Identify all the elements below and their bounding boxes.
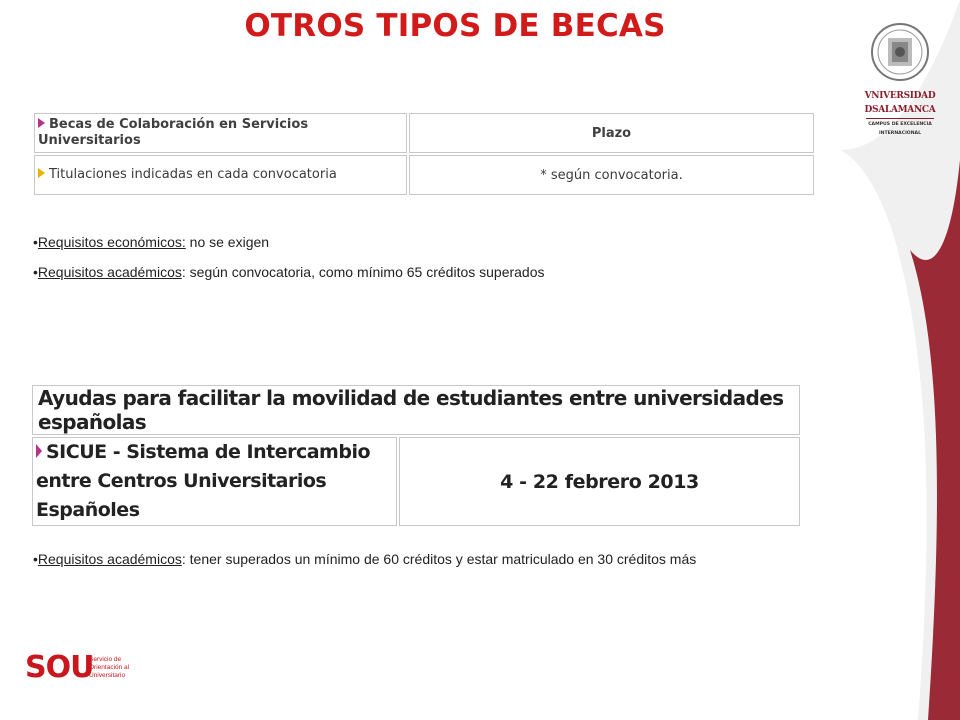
triangle-bullet-icon (38, 168, 45, 178)
university-logo (860, 22, 940, 152)
table-row (32, 385, 800, 435)
sou-text (89, 656, 129, 680)
sou-line2: Orientación al (89, 664, 130, 671)
sou-line1: Servicio de (89, 656, 122, 663)
table-row (34, 155, 814, 195)
university-name-line2: DSALAMANCA (864, 105, 936, 115)
table-cell (32, 437, 397, 526)
mobility-table (30, 383, 802, 528)
sicue-dates: 4 - 22 febrero 2013 (399, 437, 800, 526)
requirement-economic (33, 234, 269, 250)
sou-line3: Universitario (89, 672, 126, 679)
campus-line1: CAMPUS DE EXCELENCIA (868, 122, 932, 127)
requirement-label: Requisitos académicos (37, 264, 182, 280)
logo-divider (866, 118, 934, 119)
requirement-label: Requisitos académicos (37, 551, 182, 567)
requirement-academic (33, 264, 545, 280)
bullet: • (33, 234, 38, 250)
table-row (32, 437, 800, 526)
requirement-text: : según convocatoria, como mínimo 65 créditos superados (181, 264, 545, 280)
requirement-text: : tener superados un mínimo de 60 créditos y estar matriculado en 30 créditos más (181, 551, 697, 567)
table-cell (34, 155, 407, 195)
plazo-value: * según convocatoria. (409, 155, 814, 195)
requirement-sicue (33, 551, 696, 567)
table-row (34, 113, 814, 153)
scholarship-name: Becas de Colaboración en Servicios Universitarios (38, 117, 309, 148)
page-title: OTROS TIPOS DE BECAS (244, 8, 666, 44)
mobility-header: Ayudas para facilitar la movilidad de estudiantes entre universidades españolas (32, 385, 800, 435)
bullet: • (33, 551, 38, 567)
table-cell (34, 113, 407, 153)
university-seal-icon (870, 22, 930, 82)
sou-letters: SOU (25, 650, 94, 685)
triangle-bullet-icon (36, 444, 42, 458)
sou-logo (25, 648, 185, 688)
scholarship-table (32, 111, 816, 197)
triangle-bullet-icon (38, 118, 45, 128)
bullet: • (33, 264, 38, 280)
requirement-text: no se exigen (185, 234, 270, 250)
degrees-text: Titulaciones indicadas en cada convocatoria (49, 167, 337, 182)
requirement-label: Requisitos económicos: (37, 234, 186, 250)
sicue-program: SICUE - Sistema de Intercambio entre Centros Universitarios Españoles (36, 441, 371, 521)
university-name-line1: VNIVERSIDAD (864, 91, 936, 101)
campus-line2: INTERNACIONAL (878, 131, 922, 136)
plazo-header: Plazo (409, 113, 814, 153)
